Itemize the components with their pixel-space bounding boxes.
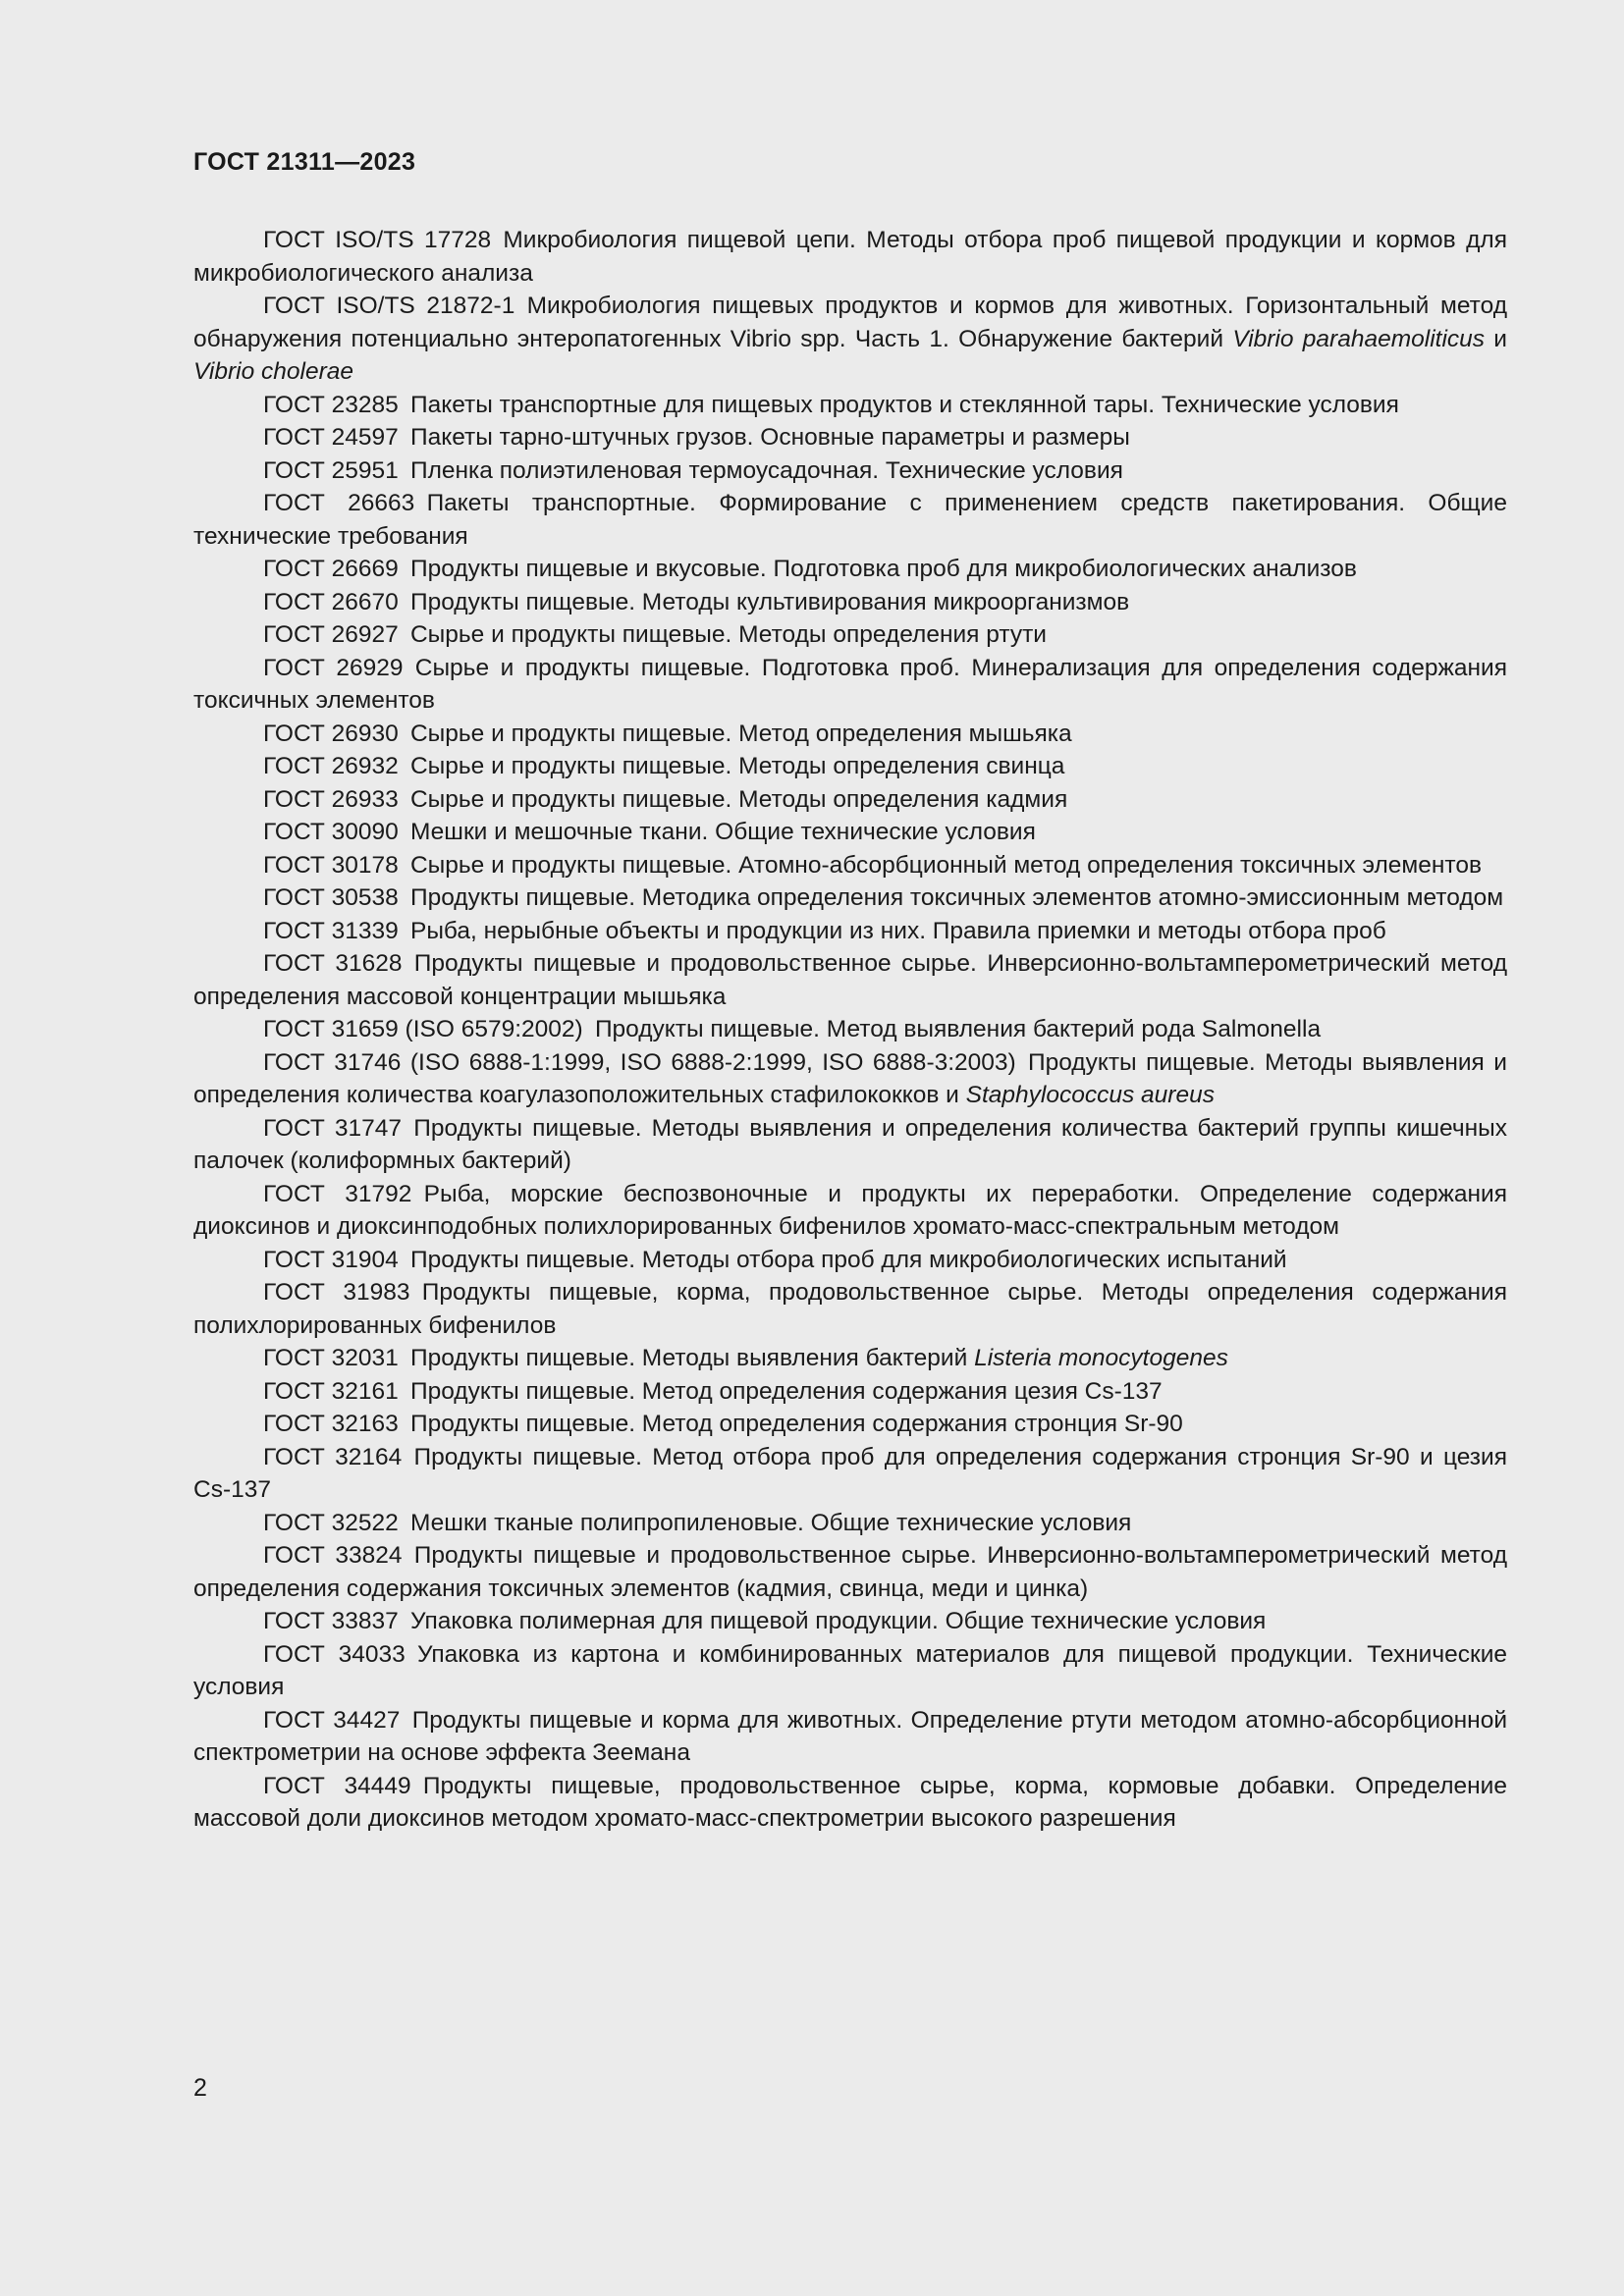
reference-item <box>193 618 1507 652</box>
standard-code: ГОСТ 25951 <box>263 456 399 484</box>
standard-title-text: Продукты пищевые. Методы выявления и определения количества бактерий группы кишечных палочек (колиформных бактерий) <box>193 1114 1507 1174</box>
reference-item <box>193 487 1507 553</box>
reference-item <box>193 849 1507 882</box>
standard-code: ГОСТ 32031 <box>263 1345 399 1371</box>
reference-item <box>193 1770 1507 1836</box>
reference-item <box>193 290 1507 389</box>
document-header: ГОСТ 21311—2023 <box>193 148 416 176</box>
latin-species-name: Vibrio parahaemoliticus <box>1232 325 1486 352</box>
page-number: 2 <box>193 2074 207 2102</box>
standard-code: ГОСТ 34427 <box>263 1706 401 1734</box>
standard-title-text: Сырье и продукты пищевые. Методы определения ртути <box>409 621 1047 648</box>
standard-code: ГОСТ 26930 <box>263 720 399 747</box>
standard-code: ГОСТ 30178 <box>263 851 399 879</box>
reference-item <box>193 454 1507 488</box>
latin-species-name: Vibrio cholerae <box>193 358 353 385</box>
standard-title-text: Сырье и продукты пищевые. Методы определения свинца <box>409 753 1065 779</box>
standard-title-text: Пакеты транспортные. Формирование с применением средств пакетирования. Общие технические требования <box>193 490 1507 550</box>
reference-item <box>193 1638 1507 1704</box>
standard-title-text: Продукты пищевые и продовольственное сырье. Инверсионно-вольтамперометрический метод определения массовой концентрации мышьяка <box>193 950 1507 1010</box>
reference-item <box>193 1112 1507 1178</box>
standard-code: ГОСТ 31339 <box>263 917 399 944</box>
standard-title-text: Продукты пищевые. Методы отбора проб для микробиологических испытаний <box>409 1246 1287 1273</box>
standard-code: ГОСТ 33824 <box>263 1542 403 1569</box>
standard-title-text: Микробиология пищевых продуктов и кормов для животных. Горизонтальный метод обнаружения потенциально энтеропатогенных Vibrio spp. Часть 1. Обнаружение бактерий <box>193 293 1508 352</box>
reference-item <box>193 586 1507 619</box>
standard-title-text: Продукты пищевые. Методы выявления бактерий <box>409 1345 975 1371</box>
standard-code: ГОСТ 30538 <box>263 884 399 911</box>
latin-species-name: Staphylococcus aureus <box>965 1082 1215 1108</box>
reference-item <box>193 881 1507 915</box>
reference-item <box>193 1507 1507 1540</box>
standard-code: ГОСТ 31904 <box>263 1246 399 1273</box>
reference-item <box>193 1178 1507 1244</box>
standard-code: ГОСТ 26929 <box>263 654 404 681</box>
standard-code: ГОСТ 31983 <box>263 1279 410 1306</box>
reference-item <box>193 1539 1507 1605</box>
reference-item <box>193 421 1507 454</box>
standard-code: ГОСТ 34449 <box>263 1772 411 1799</box>
standard-title-text: Продукты пищевые, корма, продовольственное сырье. Методы определения содержания полихлорированных бифенилов <box>193 1279 1508 1339</box>
standard-code: ГОСТ ISO/TS 17728 <box>263 227 492 253</box>
reference-item <box>193 1375 1507 1409</box>
standard-code: ГОСТ 32161 <box>263 1377 399 1405</box>
reference-item <box>193 1605 1507 1638</box>
standard-title-text: Микробиология пищевой цепи. Методы отбора проб пищевой продукции и кормов для микробиологического анализа <box>193 227 1507 287</box>
reference-item <box>193 1244 1507 1277</box>
standard-code: ГОСТ 31659 (ISO 6579:2002) <box>263 1016 583 1042</box>
standard-title-text: Продукты пищевые. Методы культивирования микроорганизмов <box>409 588 1130 615</box>
standard-code: ГОСТ 31747 <box>263 1114 403 1142</box>
standard-code: ГОСТ 31792 <box>263 1180 412 1207</box>
standard-title-text: Упаковка полимерная для пищевой продукции. Общие технические условия <box>409 1608 1267 1634</box>
standard-title-text: Сырье и продукты пищевые. Метод определения мышьяка <box>409 720 1072 747</box>
standard-code: ГОСТ 26663 <box>263 490 415 516</box>
standard-title-text: Рыба, нерыбные объекты и продукции из них. Правила приемки и методы отбора проб <box>409 917 1386 944</box>
reference-item <box>193 1276 1507 1342</box>
standard-code: ГОСТ 34033 <box>263 1640 406 1668</box>
reference-item <box>193 1704 1507 1770</box>
standard-code: ГОСТ 26932 <box>263 753 399 779</box>
standard-code: ГОСТ 26669 <box>263 556 399 582</box>
standard-code: ГОСТ 24597 <box>263 424 399 451</box>
reference-item <box>193 389 1507 422</box>
reference-item <box>193 816 1507 849</box>
reference-item <box>193 1342 1507 1375</box>
standard-title-text: Продукты пищевые. Метод выявления бактерий рода Salmonella <box>594 1016 1322 1042</box>
standard-title-text: Продукты пищевые и вкусовые. Подготовка проб для микробиологических анализов <box>409 556 1357 582</box>
standard-title-text: Пакеты тарно-штучных грузов. Основные параметры и размеры <box>409 424 1130 451</box>
standard-code: ГОСТ 26927 <box>263 621 399 648</box>
standard-title-text: Рыба, морские беспозвоночные и продукты их переработки. Определение содержания диоксинов и диоксинподобных полихлорированных бифенилов хромато-масс-спектральным методом <box>193 1180 1507 1240</box>
standard-title-text: Продукты пищевые. Методы выявления и определения количества коагулазоположительных стафилококков и <box>193 1048 1507 1108</box>
reference-item <box>193 1441 1507 1507</box>
standard-title-text: Сырье и продукты пищевые. Атомно-абсорбционный метод определения токсичных элементов <box>409 851 1482 879</box>
reference-item <box>193 652 1507 718</box>
normative-references-list <box>193 224 1507 1836</box>
standard-code: ГОСТ 26933 <box>263 785 399 813</box>
standard-title-text: Мешки тканые полипропиленовые. Общие технические условия <box>409 1509 1132 1536</box>
standard-title-text: Продукты пищевые. Методика определения токсичных элементов атомно-эмиссионным методом <box>409 884 1504 911</box>
standard-code: ГОСТ 33837 <box>263 1608 399 1634</box>
reference-item <box>193 553 1507 586</box>
standard-title-text: Продукты пищевые и корма для животных. Определение ртути методом атомно-абсорбционной спектрометрии на основе эффекта Зеемана <box>193 1706 1508 1766</box>
standard-title-text: Продукты пищевые, продовольственное сырье, корма, кормовые добавки. Определение массовой доли диоксинов методом хромато-масс-спектрометрии высокого разрешения <box>193 1772 1507 1832</box>
reference-item <box>193 915 1507 948</box>
reference-item <box>193 783 1507 817</box>
standard-title-text: Продукты пищевые. Метод отбора проб для определения содержания стронция Sr-90 и цезия Cs-137 <box>193 1443 1507 1503</box>
standard-code: ГОСТ 23285 <box>263 391 399 418</box>
standard-title-text: Мешки и мешочные ткани. Общие технические условия <box>409 819 1036 845</box>
standard-code: ГОСТ 32163 <box>263 1411 399 1437</box>
standard-title-text: Продукты пищевые. Метод определения содержания стронция Sr-90 <box>409 1411 1183 1437</box>
reference-item <box>193 224 1507 290</box>
reference-item <box>193 1046 1507 1112</box>
standard-code: ГОСТ 26670 <box>263 588 399 615</box>
standard-title-text: Пленка полиэтиленовая термоусадочная. Технические условия <box>409 456 1123 484</box>
standard-code: ГОСТ 30090 <box>263 819 399 845</box>
reference-item <box>193 1013 1507 1046</box>
reference-item <box>193 750 1507 783</box>
reference-item <box>193 1408 1507 1441</box>
standard-code: ГОСТ 31628 <box>263 950 403 977</box>
standard-title-text: и <box>1485 325 1507 352</box>
standard-code: ГОСТ 32164 <box>263 1443 403 1470</box>
standard-title-text: Продукты пищевые и продовольственное сырье. Инверсионно-вольтамперометрический метод определения содержания токсичных элементов (кадмия, свинца, меди и цинка) <box>193 1542 1507 1602</box>
reference-item <box>193 718 1507 751</box>
standard-title-text: Сырье и продукты пищевые. Подготовка проб. Минерализация для определения содержания токсичных элементов <box>193 654 1507 714</box>
standard-title-text: Упаковка из картона и комбинированных материалов для пищевой продукции. Технические условия <box>193 1640 1508 1700</box>
standard-title-text: Продукты пищевые. Метод определения содержания цезия Cs-137 <box>409 1377 1163 1405</box>
standard-code: ГОСТ 32522 <box>263 1509 399 1536</box>
reference-item <box>193 947 1507 1013</box>
standard-title-text: Сырье и продукты пищевые. Методы определения кадмия <box>409 785 1068 813</box>
standard-code: ГОСТ ISO/TS 21872-1 <box>263 293 515 319</box>
standard-code: ГОСТ 31746 (ISO 6888-1:1999, ISO 6888-2:1999, ISO 6888-3:2003) <box>263 1048 1016 1076</box>
standard-title-text: Пакеты транспортные для пищевых продуктов и стеклянной тары. Технические условия <box>409 391 1399 418</box>
latin-species-name: Listeria monocytogenes <box>974 1345 1228 1371</box>
